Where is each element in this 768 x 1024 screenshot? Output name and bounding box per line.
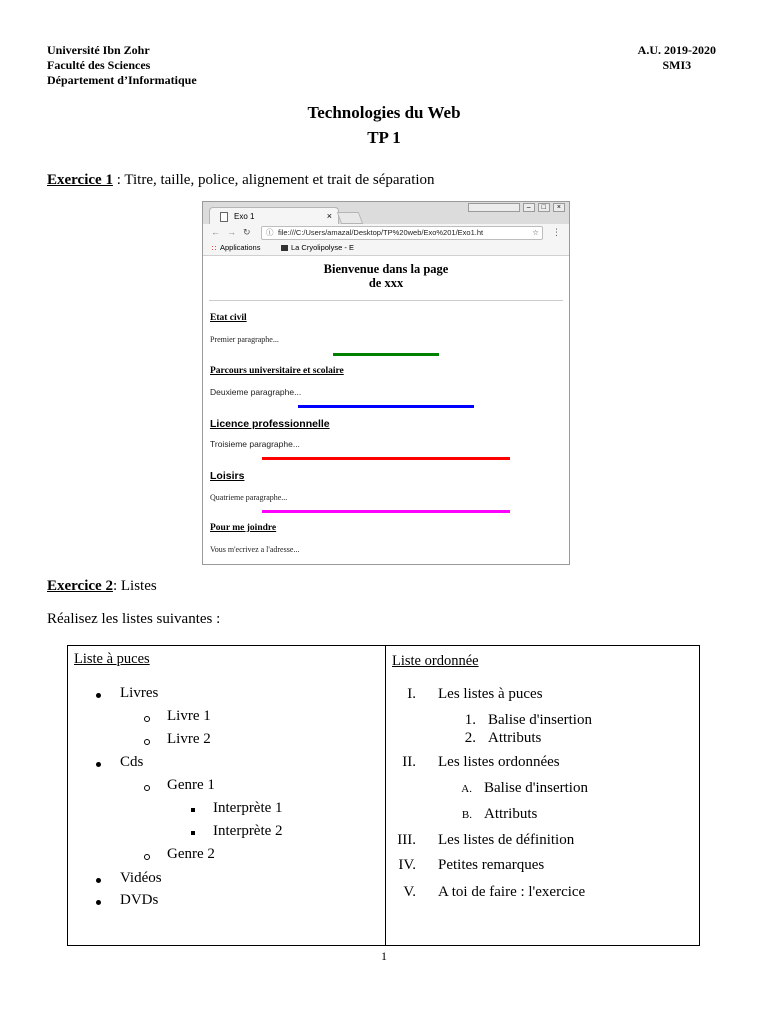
exercise-1-text: Titre, taille, police, alignement et trait de séparation	[124, 172, 435, 188]
apps-icon	[211, 245, 217, 251]
web-page-content	[203, 256, 569, 564]
list-item: Genre 2	[167, 846, 215, 862]
separator-line	[262, 457, 510, 460]
circle-bullet-icon	[144, 854, 150, 860]
list-number: V.	[403, 884, 416, 900]
bookmark-item[interactable]	[281, 241, 354, 255]
url-text: file:///C:/Users/amazal/Desktop/TP%20web/Exo%201/Exo1.ht	[278, 228, 484, 237]
list-number: I.	[407, 686, 416, 702]
list-item: Cds	[120, 754, 144, 770]
list-number: A.	[461, 783, 472, 795]
list-item: Petites remarques	[438, 857, 545, 873]
page-number: 1	[381, 949, 387, 963]
list-item: Interprète 1	[213, 800, 283, 816]
unordered-list-title: Liste à puces	[74, 651, 150, 667]
circle-bullet-icon	[144, 739, 150, 745]
exercise-1-label: Exercice 1	[47, 172, 113, 188]
document-subtitle: TP 1	[367, 128, 401, 147]
section-paragraph: Premier paragraphe...	[210, 335, 279, 344]
section-paragraph: Deuxieme paragraphe...	[210, 387, 302, 397]
university-name: Université Ibn Zohr	[47, 43, 150, 57]
faculty-name: Faculté des Sciences	[47, 58, 151, 72]
list-item: Attributs	[488, 730, 542, 746]
reload-icon[interactable]: ↻	[243, 227, 251, 237]
window-controls	[468, 203, 565, 212]
circle-bullet-icon	[144, 716, 150, 722]
toolbar	[203, 224, 569, 241]
square-bullet-icon	[191, 831, 195, 835]
section-heading: Parcours universitaire et scolaire	[210, 366, 344, 376]
exercise-2-heading	[47, 578, 157, 595]
list-number: 2.	[464, 730, 476, 746]
section-paragraph: Quatrieme paragraphe...	[210, 493, 288, 502]
exercise-2-sep: :	[112, 578, 118, 594]
menu-icon[interactable]: ⋮	[552, 227, 561, 237]
minimize-icon[interactable]: –	[523, 203, 535, 212]
section-heading: Pour me joindre	[210, 523, 277, 533]
institution-block	[47, 43, 197, 88]
list-item: Les listes ordonnées	[438, 754, 560, 770]
list-item: Les listes à puces	[438, 686, 543, 702]
close-icon[interactable]: ×	[326, 211, 332, 221]
document-icon	[220, 212, 228, 222]
window-close-icon[interactable]: ×	[553, 203, 565, 212]
address-bar[interactable]	[261, 226, 543, 240]
disc-bullet-icon	[96, 878, 101, 883]
back-arrow-icon[interactable]: ←	[211, 227, 220, 237]
horizontal-rule	[209, 300, 563, 301]
list-item: Livre 1	[167, 708, 211, 724]
list-number: 1.	[464, 712, 476, 728]
list-item: A toi de faire : l'exercice	[438, 884, 586, 900]
separator-line	[298, 405, 474, 408]
bookmark-apps[interactable]	[211, 241, 260, 255]
ordered-list-title: Liste ordonnée	[392, 653, 479, 669]
new-tab-button[interactable]	[337, 212, 363, 224]
list-item: Vidéos	[120, 870, 162, 886]
separator-line	[262, 510, 510, 513]
list-number: B.	[461, 809, 472, 821]
tab-bar	[203, 202, 569, 224]
list-item: Livre 2	[167, 731, 211, 747]
list-item: Balise d'insertion	[484, 780, 588, 796]
lists-table	[67, 645, 700, 946]
disc-bullet-icon	[96, 900, 101, 905]
academic-year-block	[638, 43, 716, 73]
separator-line	[333, 353, 439, 356]
exercise-2-instruction: Réalisez les listes suivantes :	[47, 611, 221, 627]
page-heading-line-2: de xxx	[368, 276, 404, 290]
list-item: DVDs	[120, 892, 159, 908]
academic-year: A.U. 2019-2020	[637, 43, 716, 57]
section-heading: Etat civil	[210, 313, 247, 323]
maximize-icon[interactable]: □	[538, 203, 550, 212]
info-icon[interactable]: ⓘ	[266, 228, 274, 237]
forward-arrow-icon[interactable]: →	[227, 227, 236, 237]
profile-button[interactable]	[468, 203, 520, 212]
section-heading: Loisirs	[210, 470, 245, 482]
page-heading-line-1: Bienvenue dans la page	[323, 262, 449, 276]
square-bullet-icon	[191, 808, 195, 812]
browser-tab[interactable]	[209, 207, 339, 225]
list-item: Livres	[120, 685, 159, 701]
list-item: Les listes de définition	[438, 832, 575, 848]
bookmark-item-label: La Cryolipolyse - E	[291, 243, 354, 252]
page-heading	[203, 262, 569, 290]
list-item: Balise d'insertion	[488, 712, 592, 728]
section-paragraph: Vous m'ecrivez a l'adresse...	[210, 545, 300, 554]
disc-bullet-icon	[96, 762, 101, 767]
department-name: Département d’Informatique	[47, 73, 197, 87]
disc-bullet-icon	[96, 693, 101, 698]
bookmark-apps-label: Applications	[220, 243, 261, 252]
exercise-2-text: Listes	[117, 578, 157, 594]
list-number: IV.	[398, 857, 416, 873]
exercise-1-sep: :	[112, 172, 125, 188]
semester: SMI3	[662, 58, 692, 72]
tab-title: Exo 1	[234, 212, 255, 221]
section-paragraph: Troisieme paragraphe...	[210, 439, 300, 449]
section-heading: Licence professionnelle	[210, 418, 330, 430]
bookmark-favicon-icon	[281, 245, 288, 251]
list-item: Interprète 2	[213, 823, 283, 839]
list-number: II.	[402, 754, 416, 770]
list-item: Attributs	[484, 806, 538, 822]
exercise-2-label: Exercice 2	[47, 578, 113, 594]
document-title: Technologies du Web	[307, 103, 461, 122]
list-number: III.	[397, 832, 416, 848]
browser-screenshot	[202, 201, 570, 565]
bookmarks-bar	[203, 241, 569, 256]
exercise-1-heading	[47, 172, 435, 189]
star-icon[interactable]: ☆	[532, 228, 539, 237]
circle-bullet-icon	[144, 785, 150, 791]
list-item: Genre 1	[167, 777, 215, 793]
